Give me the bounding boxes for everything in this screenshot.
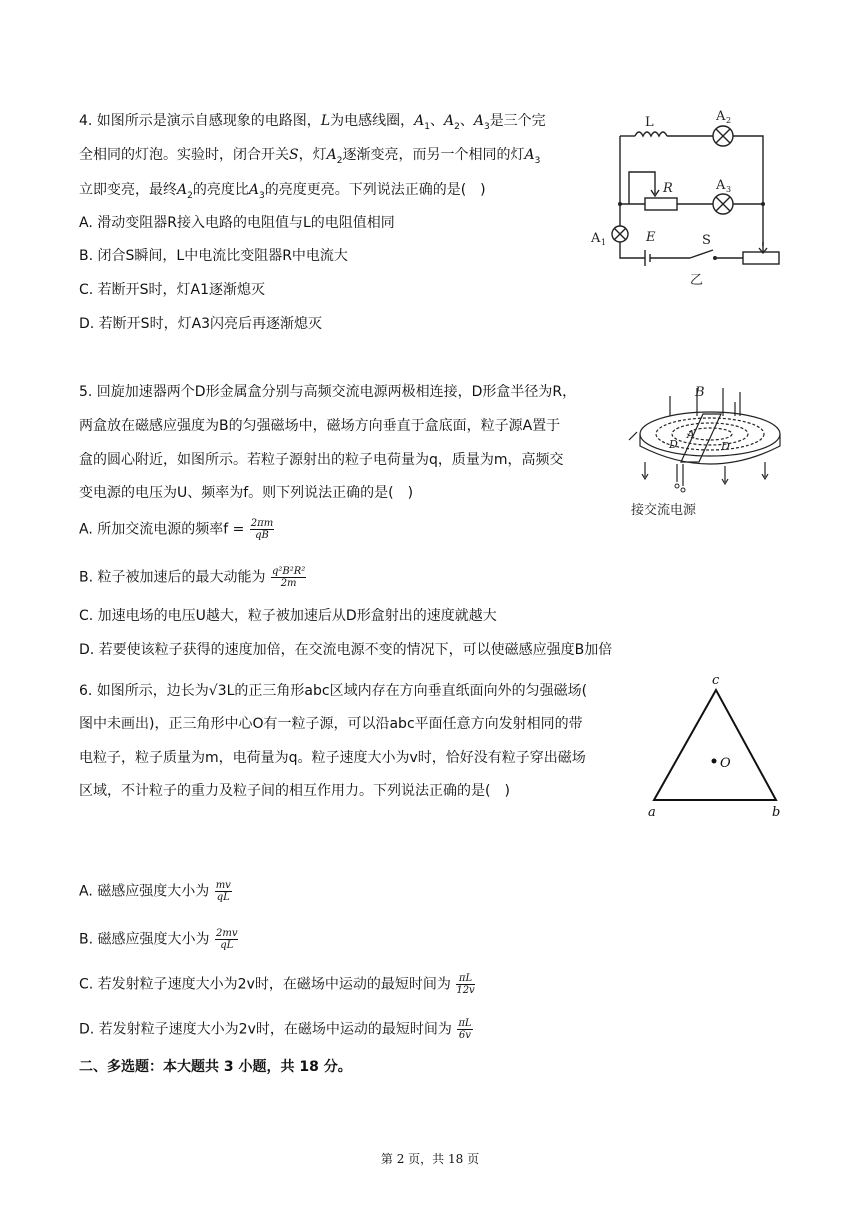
- q6-option-c: C. 若发射粒子速度大小为2v时，在磁场中运动的最短时间为 $\frac{\pi L}{12v}$: [79, 973, 475, 996]
- q4-stem-line-1: 4. 如图所示是演示自感现象的电路图，L为电感线圈，$A_1$、$A_2$、$A_3$是三个完: [79, 113, 546, 132]
- q5-stem-line-1: 5. 回旋加速器两个D形金属盒分别与高频交流电源两极相连接，D形盒半径为R，: [79, 384, 577, 400]
- label-A3: A: [716, 178, 726, 193]
- label-A1: A: [591, 231, 601, 246]
- svg-text:1: 1: [601, 238, 607, 247]
- label-A2: A: [716, 109, 726, 124]
- label-D2: D: [721, 440, 730, 453]
- svg-text:3: 3: [726, 185, 732, 194]
- q6-stem-line-4: 区域，不计粒子的重力及粒子间的相互作用力。下列说法正确的是( ): [79, 783, 510, 799]
- label-A: A: [687, 428, 695, 441]
- q5-option-d: D. 若要使该粒子获得的速度加倍，在交流电源不变的情况下，可以使磁感应强度B加倍: [79, 642, 613, 658]
- label-E: E: [646, 230, 656, 245]
- q6-option-c-formula: $\frac{\pi L}{12v}$: [456, 973, 475, 996]
- label-a: a: [648, 805, 656, 820]
- q6-option-a-formula: $\frac{mv}{qL}$: [215, 880, 231, 903]
- q5-option-c: C. 加速电场的电压U越大，粒子被加速后从D形盒射出的速度就越大: [79, 608, 497, 624]
- q5-option-b: B. 粒子被加速后的最大动能为 $\frac{\text{q²B²R²}}{2m}$: [79, 566, 306, 589]
- q6-option-b: B. 磁感应强度大小为 $\frac{2mv}{qL}$: [79, 928, 238, 951]
- page-footer: 第 2 页，共 18 页: [380, 1152, 480, 1166]
- q6-option-a: A. 磁感应强度大小为 $\frac{mv}{qL}$: [79, 880, 231, 903]
- q4-option-c: C. 若断开S时，灯A1逐渐熄灭: [79, 282, 266, 298]
- q5-stem-line-2: 两盒放在磁感应强度为B的匀强磁场中，磁场方向垂直于盒底面，粒子源A置于: [79, 418, 561, 434]
- label-D1: D: [669, 438, 678, 451]
- label-L: L: [645, 115, 654, 130]
- section-heading-multiple-choice: 二、多选题：本大题共 3 小题，共 18 分。: [79, 1059, 352, 1075]
- svg-text:2: 2: [726, 116, 732, 125]
- q5-cyclotron-figure: [625, 382, 785, 522]
- label-O: O: [720, 756, 731, 771]
- q4-option-b: B. 闭合S瞬间，L中电流比变阻器R中电流大: [79, 248, 348, 264]
- label-B: B: [695, 385, 705, 400]
- label-b: b: [772, 805, 781, 820]
- q6-stem-line-1: 6. 如图所示，边长为√3L的正三角形abc区域内存在方向垂直纸面向外的匀强磁场(: [79, 683, 588, 699]
- q6-stem-line-2: 图中未画出)，正三角形中心O有一粒子源，可以沿abc平面任意方向发射相同的带: [79, 716, 583, 732]
- figure-caption-power: 接交流电源: [631, 503, 697, 518]
- q5-stem-line-3: 盒的圆心附近，如图所示。若粒子源射出的粒子电荷量为q，质量为m，高频交: [79, 452, 564, 468]
- label-S: S: [702, 233, 711, 248]
- q4-option-a: A. 滑动变阻器R接入电路的电阻值与L的电阻值相同: [79, 215, 395, 231]
- q4-stem-line-3: 立即变亮，最终$A_2$的亮度比$A_3$的亮度更亮。下列说法正确的是( ): [79, 182, 486, 201]
- label-c: c: [712, 673, 720, 688]
- q6-option-d-formula: $\frac{\pi L}{6v}$: [458, 1018, 472, 1041]
- q5-option-b-formula: $\frac{\text{q²B²R²}}{2m}$: [271, 566, 306, 589]
- q6-stem-line-3: 电粒子，粒子质量为m，电荷量为q。粒子速度大小为v时，恰好没有粒子穿出磁场: [79, 750, 586, 766]
- q6-option-d: D. 若发射粒子速度大小为2v时，在磁场中运动的最短时间为 $\frac{\pi L}{6v}$: [79, 1018, 472, 1041]
- q5-stem-line-4: 变电源的电压为U、频率为f。则下列说法正确的是( ): [79, 485, 414, 501]
- q6-option-b-formula: $\frac{2mv}{qL}$: [215, 928, 238, 951]
- q5-option-a-formula: $\frac{2\pi m}{qB}$: [250, 518, 274, 541]
- figure-caption: 乙: [690, 273, 704, 288]
- q4-circuit-figure: [585, 108, 785, 290]
- q4-stem-line-2: 全相同的灯泡。实验时，闭合开关S，灯$A_2$逐渐变亮，而另一个相同的灯$A_3$: [79, 147, 541, 166]
- label-R: R: [663, 181, 673, 196]
- q4-option-d: D. 若断开S时，灯A3闪亮后再逐渐熄灭: [79, 316, 323, 332]
- q6-triangle-figure: [640, 672, 790, 822]
- q5-option-a: A. 所加交流电源的频率f = $\frac{2\pi m}{qB}$: [79, 518, 274, 541]
